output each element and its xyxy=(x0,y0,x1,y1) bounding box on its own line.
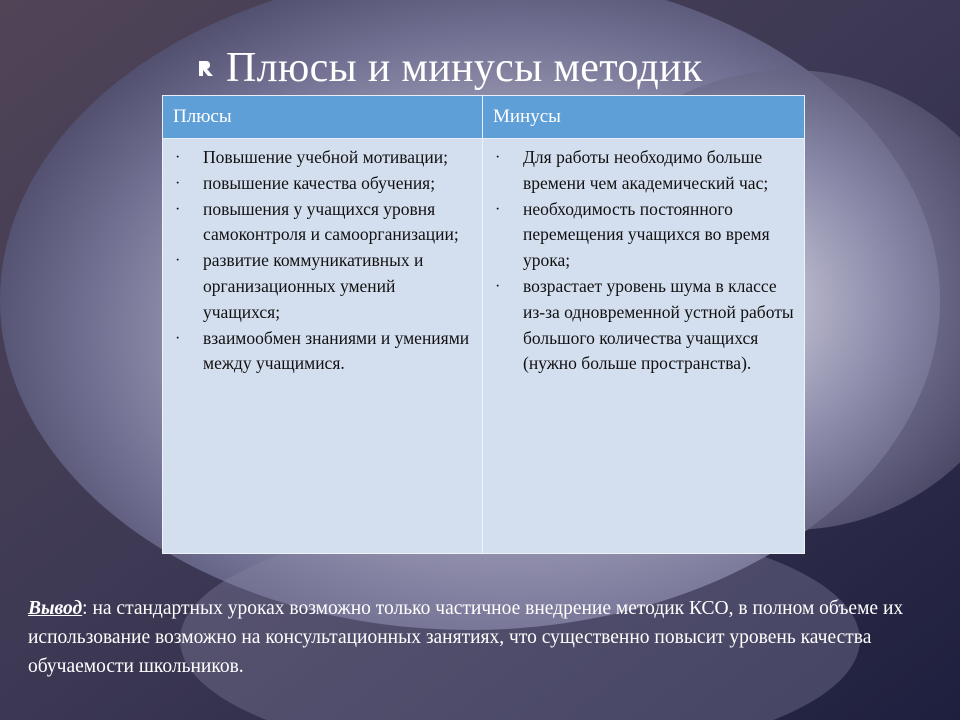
bullet-icon: · xyxy=(495,149,501,166)
bullet-icon: · xyxy=(175,149,181,166)
list-item: · необходимость постоянного перемещения учащихся во время урока; xyxy=(495,198,770,271)
title-area xyxy=(196,40,703,96)
conclusion-label: Вывод xyxy=(28,598,83,619)
conclusion-body: : на стандартных уроках возможно только частичное внедрение методик КСО, в полном объеме их использование возможно на консультационных занятиях, что существенно повысит уровень качества обучаемости школьников. xyxy=(28,598,904,677)
bullet-icon: · xyxy=(495,277,501,295)
comparison-table xyxy=(162,95,805,554)
cons-cell xyxy=(483,139,805,554)
list-item: · Повышение учебной мотивации; xyxy=(169,145,472,171)
pros-cell xyxy=(163,139,483,554)
list-item: · Для работы необходимо больше времени чем академический час; xyxy=(495,147,769,193)
bullet-icon: · xyxy=(175,329,181,347)
bullet-icon: · xyxy=(495,200,501,218)
bullet-icon: · xyxy=(175,252,181,270)
conclusion-text xyxy=(28,594,908,681)
pros-list xyxy=(169,145,472,377)
list-item: · взаимообмен знаниями и умениями между учащимися. xyxy=(175,327,470,374)
bullet-icon xyxy=(196,57,218,79)
list-item: · возрастает уровень шума в классе из-за одновременной устной работы большого количества учащихся (нужно больше пространства). xyxy=(495,275,794,374)
bullet-icon: · xyxy=(175,200,181,218)
bullet-icon: · xyxy=(175,174,181,192)
cons-list xyxy=(489,145,794,377)
list-item: · развитие коммуникативных и организационных умений учащихся; xyxy=(175,250,424,322)
list-item: · повышение качества обучения; xyxy=(169,171,472,197)
cons-header: Минусы xyxy=(483,96,805,139)
pros-header: Плюсы xyxy=(163,96,483,139)
page-title: Плюсы и минусы методик xyxy=(226,45,703,91)
list-item: · повышения у учащихся уровня самоконтроля и самоорганизации; xyxy=(175,198,459,245)
